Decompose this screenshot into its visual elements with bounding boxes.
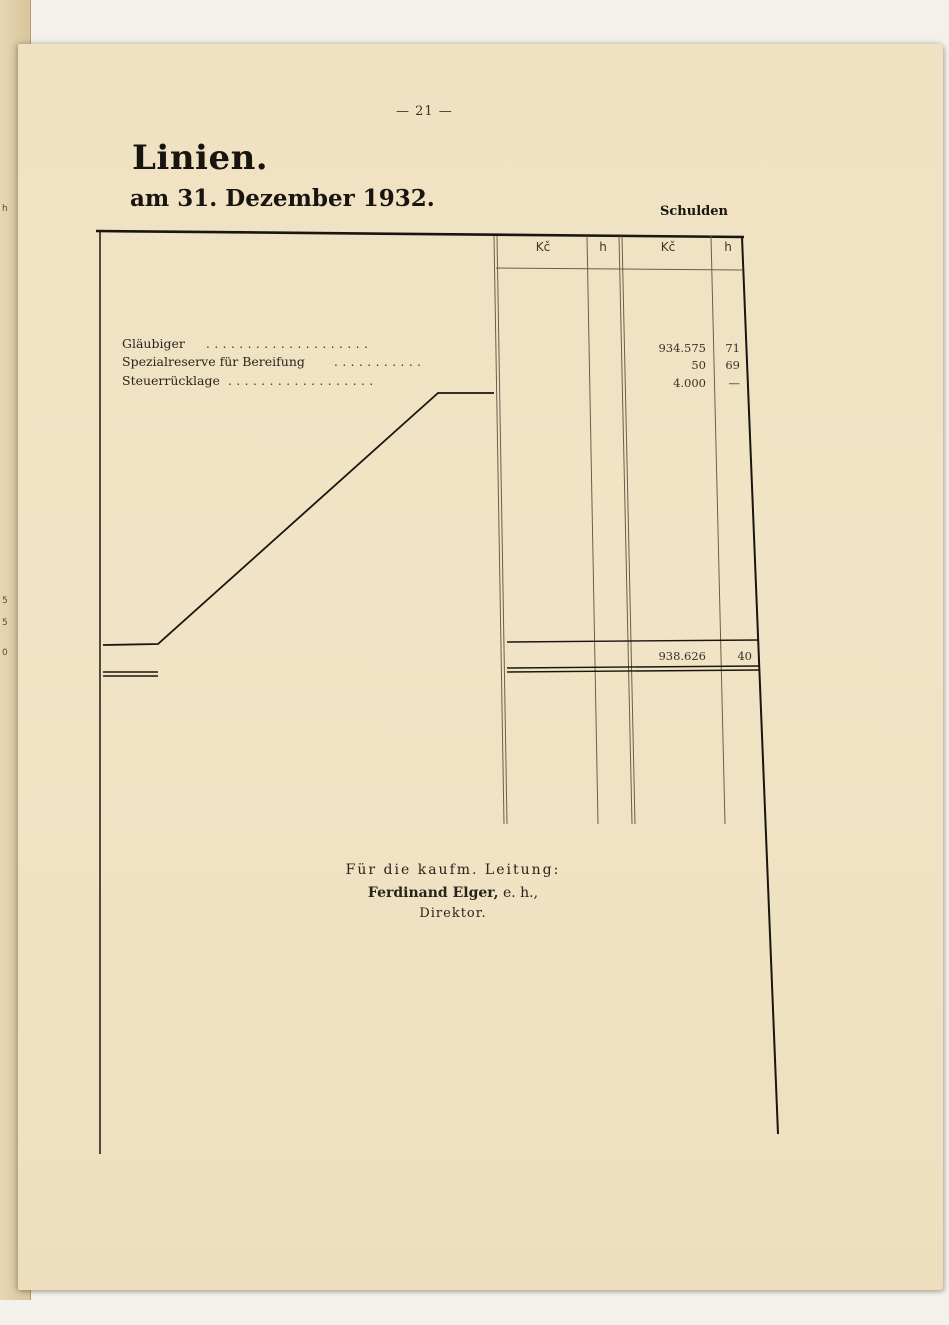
ledger-ruling <box>18 44 943 1290</box>
total-amount-kc: 938.626 <box>658 649 706 663</box>
column-header-kc: Kč <box>535 240 551 254</box>
column-header-kc: Kč <box>660 240 676 254</box>
prev-page-mark: 5 <box>2 596 8 606</box>
signature-line: Für die kaufm. Leitung: <box>345 862 561 878</box>
row-label: Steuerrücklage <box>122 373 220 388</box>
row-amount-kc: 50 <box>691 358 706 372</box>
leader-dots: ........... <box>334 355 426 369</box>
side-label: Schulden <box>660 204 728 219</box>
leader-dots: .................... <box>206 337 373 351</box>
row-amount-kc: 4.000 <box>673 376 706 390</box>
signatory-role: Direktor. <box>419 906 487 921</box>
row-amount-h: 71 <box>725 341 740 355</box>
column-header-h: h <box>724 240 732 254</box>
leader-dots: .................. <box>228 374 378 388</box>
page-number: — 21 — <box>396 104 453 119</box>
signatory-suffix: e. h., <box>502 885 539 901</box>
page-subtitle: am 31. Dezember 1932. <box>130 185 435 212</box>
document-page <box>18 44 943 1290</box>
signature-name-line <box>288 885 618 901</box>
column-header-h: h <box>599 240 607 254</box>
signatory-name: Ferdinand Elger, <box>367 885 499 901</box>
total-amount-h: 40 <box>737 649 752 663</box>
row-label: Spezialreserve für Bereifung <box>122 354 305 369</box>
page-title: Linien. <box>132 138 269 178</box>
row-amount-h: 69 <box>725 358 740 372</box>
prev-page-mark: h <box>2 204 8 214</box>
row-amount-kc: 934.575 <box>658 341 706 355</box>
prev-page-mark: 0 <box>2 648 8 658</box>
row-label: Gläubiger <box>122 336 185 351</box>
row-amount-h: — <box>728 376 740 390</box>
prev-page-mark: 5 <box>2 618 8 628</box>
